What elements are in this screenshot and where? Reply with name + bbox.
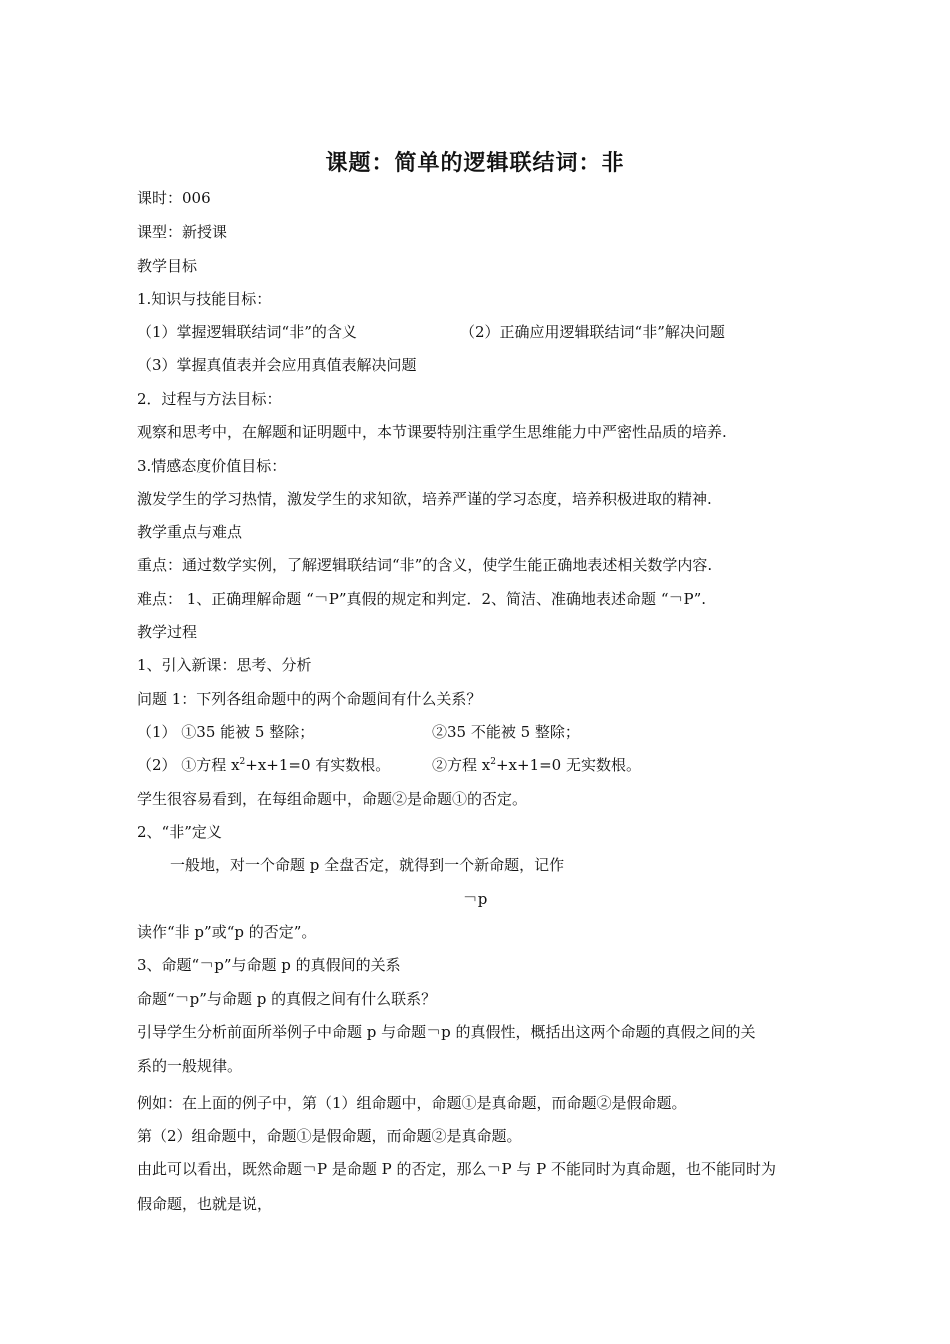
example-1-prop-1: （1） ①35 能被 5 整除；: [137, 723, 315, 741]
goal-item-3: （3）掌握真值表并会应用真值表解决问题: [137, 356, 417, 374]
goal-item-1: （1）掌握逻辑联结词“非”的含义: [137, 323, 357, 341]
not-p-notation: ￢p: [462, 890, 488, 908]
relation-question: 命题“￢p”与命题 p 的真假之间有什么联系？: [137, 990, 437, 1008]
question-1: 问题 1：下列各组命题中的两个命题间有什么关系？: [137, 690, 482, 708]
class-hour: 课时：006: [137, 189, 211, 207]
conclusion-text-line-1: 由此可以看出，既然命题￢P 是命题 P 的否定，那么￢P 与 P 不能同时为真命题，也不能同时为: [137, 1160, 776, 1178]
example-2-prop-2: ②方程 $x^2+x+1=0$ 无实数根。: [432, 756, 641, 774]
reading-text: 读作“非 p”或“p 的否定”。: [137, 923, 317, 941]
example-2-prop-1: （2） ①方程 $x^2+x+1=0$ 有实数根。: [137, 756, 391, 774]
guidance-text-line-1: 引导学生分析前面所举例子中命题 p 与命题￢p 的真假性，概括出这两个命题的真假之间的关: [137, 1023, 756, 1041]
section-heading-goals: 教学目标: [137, 257, 198, 275]
class-type: 课型：新授课: [137, 223, 228, 241]
example-1-prop-2: ②35 不能被 5 整除；: [432, 723, 580, 741]
goal-process-text: 观察和思考中，在解题和证明题中，本节课要特别注重学生思维能力中严密性品质的培养.: [137, 423, 727, 441]
guidance-text-line-2: 系的一般规律。: [137, 1057, 243, 1075]
page-title: 课题：简单的逻辑联结词：非: [325, 151, 625, 176]
example-text-1: 例如：在上面的例子中，第（1）组命题中，命题①是真命题，而命题②是假命题。: [137, 1094, 687, 1112]
section-heading-key-points: 教学重点与难点: [137, 523, 243, 541]
key-point-text: 重点：通过数学实例，了解逻辑联结词“非”的含义，使学生能正确地表述相关数学内容.: [137, 556, 713, 574]
example-text-2: 第（2）组命题中，命题①是假命题，而命题②是真命题。: [137, 1127, 522, 1145]
goal-knowledge-heading: 1.知识与技能目标：: [137, 290, 272, 308]
step-3-heading: 3、命题“￢p”与命题 p 的真假间的关系: [137, 956, 401, 974]
definition-text: 一般地，对一个命题 p 全盘否定，就得到一个新命题，记作: [170, 856, 565, 874]
goal-process-heading: 2．过程与方法目标：: [137, 390, 282, 408]
goal-item-2: （2）正确应用逻辑联结词“非”解决问题: [460, 323, 725, 341]
goal-emotion-text: 激发学生的学习热情，激发学生的求知欲，培养严谨的学习态度，培养积极进取的精神.: [137, 490, 712, 508]
goal-emotion-heading: 3.情感态度价值目标：: [137, 457, 287, 475]
difficulty-text: 难点： 1、正确理解命题 “￢P”真假的规定和判定．2、简洁、准确地表述命题 “￢P”.: [137, 590, 707, 608]
step-2-heading: 2、“非”定义: [137, 823, 222, 841]
conclusion-text-line-2: 假命题，也就是说，: [137, 1195, 273, 1213]
section-heading-process: 教学过程: [137, 623, 198, 641]
step-1-heading: 1、引入新课：思考、分析: [137, 656, 312, 674]
observation-text: 学生很容易看到，在每组命题中，命题②是命题①的否定。: [137, 790, 528, 808]
